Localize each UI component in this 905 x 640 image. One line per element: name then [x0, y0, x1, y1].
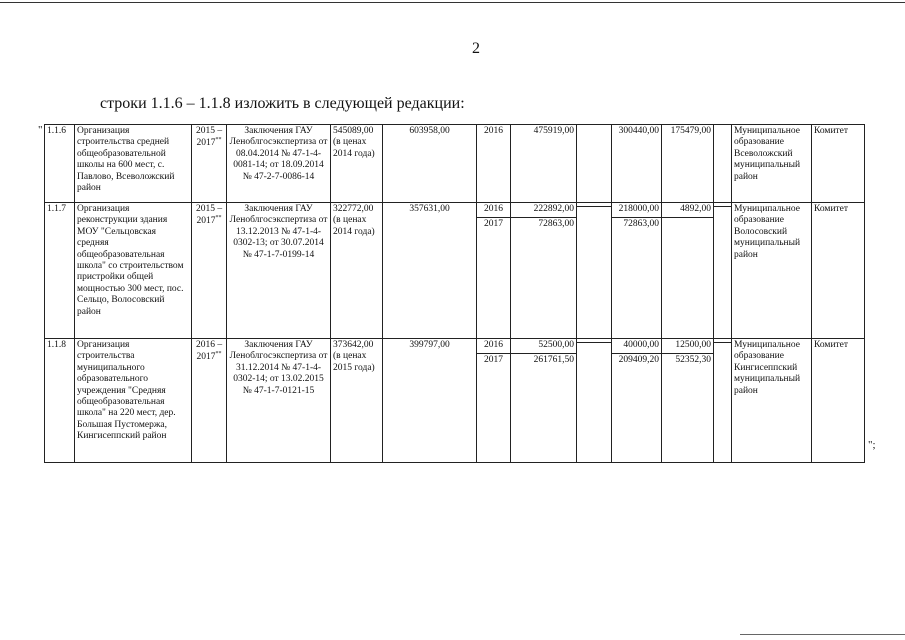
cost-note: (в ценах 2014 года): [333, 137, 375, 159]
amount-b: 40000,00: [623, 340, 659, 350]
customer-cell: [812, 339, 865, 463]
expert-conclusion: Заключения ГАУ Леноблгосэкспертиза от 31.12.2014 № 47-1-4-0302-14; от 13.02.2015 № 47-1-7-0121-15: [229, 340, 328, 396]
amount-b: 218000,00: [618, 204, 659, 214]
footnote-mark: **: [215, 215, 222, 222]
row-number-cell: [45, 125, 75, 203]
expert-conclusion: Заключения ГАУ Леноблгосэкспертиза от 13.12.2013 № 47-1-4-0302-13; от 30.07.2014 № 47-1-7-0199-14: [229, 204, 328, 260]
object-name-cell: [75, 125, 192, 203]
total: 72863,00: [511, 217, 576, 230]
amount-b-cell: [612, 125, 662, 203]
amount-d-cell: [714, 125, 732, 203]
cost-cell: [331, 339, 383, 463]
footnote-mark: **: [215, 351, 222, 358]
object-name: Организация строительства муниципального образовательного учреждения "Средняя общеобразовательная школа" на 220 мест, дер. Большая Пустомержа, Кингисеппский район: [77, 340, 176, 442]
estimate-cell: [383, 203, 477, 339]
amount-d-cell: [714, 339, 732, 463]
amount-b: 300440,00: [618, 126, 659, 136]
total-cell: [511, 203, 577, 339]
year: 2016: [484, 340, 503, 350]
year-cell: [477, 125, 511, 203]
row-number-cell: [45, 339, 75, 463]
estimate-cell: [383, 339, 477, 463]
owner: Муниципальное образование Всеволожский муниципальный район: [734, 126, 801, 182]
row-number: 1.1.8: [47, 340, 66, 350]
total-cell: [511, 339, 577, 463]
customer-cell: [812, 203, 865, 339]
table-row: [45, 203, 865, 339]
owner-cell: [732, 125, 812, 203]
amount-b-cell: [612, 339, 662, 463]
amount-d: [714, 342, 731, 344]
row-number-cell: [45, 203, 75, 339]
period-cell: [192, 125, 227, 203]
period: 2015 – 2017**: [195, 204, 223, 227]
row-number: 1.1.6: [47, 126, 66, 136]
estimate: 603958,00: [409, 126, 450, 136]
total: 222892,00: [533, 204, 574, 214]
customer: Комитет: [814, 340, 849, 350]
amount-c: 52352,30: [662, 353, 713, 366]
total-cell: [511, 125, 577, 203]
estimate-cell: [383, 125, 477, 203]
close-quote: ";: [868, 439, 876, 451]
amount-c: 4892,00: [680, 204, 711, 214]
object-name-cell: [75, 339, 192, 463]
year: 2016: [484, 204, 503, 214]
expert-conclusion: Заключения ГАУ Леноблгосэкспертиза от 08.04.2014 № 47-1-4-0081-14; от 18.09.2014 № 47-2-7-0086-14: [229, 126, 328, 182]
cost-note: (в ценах 2014 года): [333, 215, 375, 237]
period: 2016 – 2017**: [195, 340, 223, 363]
object-name-cell: [75, 203, 192, 339]
owner-cell: [732, 203, 812, 339]
object-name: Организация реконструкции здания МОУ "Сельцовская средняя общеобразовательная школа" со строительством пристройки общей мощностью 300 мест, пос. Сельцо, Волосовский район: [77, 204, 184, 317]
cost-note: (в ценах 2015 года): [333, 351, 375, 373]
amount-c: [662, 217, 713, 219]
customer-cell: [812, 125, 865, 203]
cost: 322772,00: [333, 204, 374, 214]
expert-conclusion-cell: [227, 203, 331, 339]
table-row: [45, 339, 865, 463]
year-cell: [477, 203, 511, 339]
total: 52500,00: [538, 340, 574, 350]
amount-a: [577, 206, 611, 208]
open-quote: ": [38, 124, 43, 136]
customer: Комитет: [814, 126, 849, 136]
table-row: [45, 125, 865, 203]
row-number: 1.1.7: [47, 204, 66, 214]
year: 2017: [477, 353, 510, 366]
owner: Муниципальное образование Кингисеппский муниципальный район: [734, 340, 801, 396]
scan-edge-bottom: [740, 634, 905, 635]
cost-cell: [331, 203, 383, 339]
estimate: 399797,00: [409, 340, 450, 350]
amount-d: [714, 206, 731, 208]
year: 2016: [484, 126, 503, 136]
period-cell: [192, 339, 227, 463]
period: 2015 – 2017**: [195, 126, 223, 149]
amount-b: 209409,20: [612, 353, 661, 366]
amount-c: 12500,00: [675, 340, 711, 350]
amount-d-cell: [714, 203, 732, 339]
page-number: 2: [472, 40, 480, 57]
object-name: Организация строительства средней общеобразовательной школы на 600 мест, с. Павлово, Всеволожский район: [77, 126, 175, 193]
amount-a-cell: [577, 203, 612, 339]
cost: 373642,00: [333, 340, 374, 350]
year-cell: [477, 339, 511, 463]
amount-c: 175479,00: [670, 126, 711, 136]
amount-c-cell: [662, 203, 714, 339]
amount-c-cell: [662, 339, 714, 463]
amount-a-cell: [577, 125, 612, 203]
owner: Муниципальное образование Волосовский муниципальный район: [734, 204, 801, 260]
expert-conclusion-cell: [227, 339, 331, 463]
intro-text: строки 1.1.6 – 1.1.8 изложить в следующей редакции:: [100, 95, 465, 112]
owner-cell: [732, 339, 812, 463]
customer: Комитет: [814, 204, 849, 214]
program-table: [44, 124, 865, 463]
estimate: 357631,00: [409, 204, 450, 214]
cost-cell: [331, 125, 383, 203]
total: 261761,50: [511, 353, 576, 366]
year: 2017: [477, 217, 510, 230]
scan-edge-top: [0, 2, 905, 3]
amount-b: 72863,00: [612, 217, 661, 230]
total: 475919,00: [533, 126, 574, 136]
amount-c-cell: [662, 125, 714, 203]
amount-a: [577, 342, 611, 344]
amount-a-cell: [577, 339, 612, 463]
footnote-mark: **: [215, 137, 222, 144]
expert-conclusion-cell: [227, 125, 331, 203]
cost: 545089,00: [333, 126, 374, 136]
amount-b-cell: [612, 203, 662, 339]
period-cell: [192, 203, 227, 339]
